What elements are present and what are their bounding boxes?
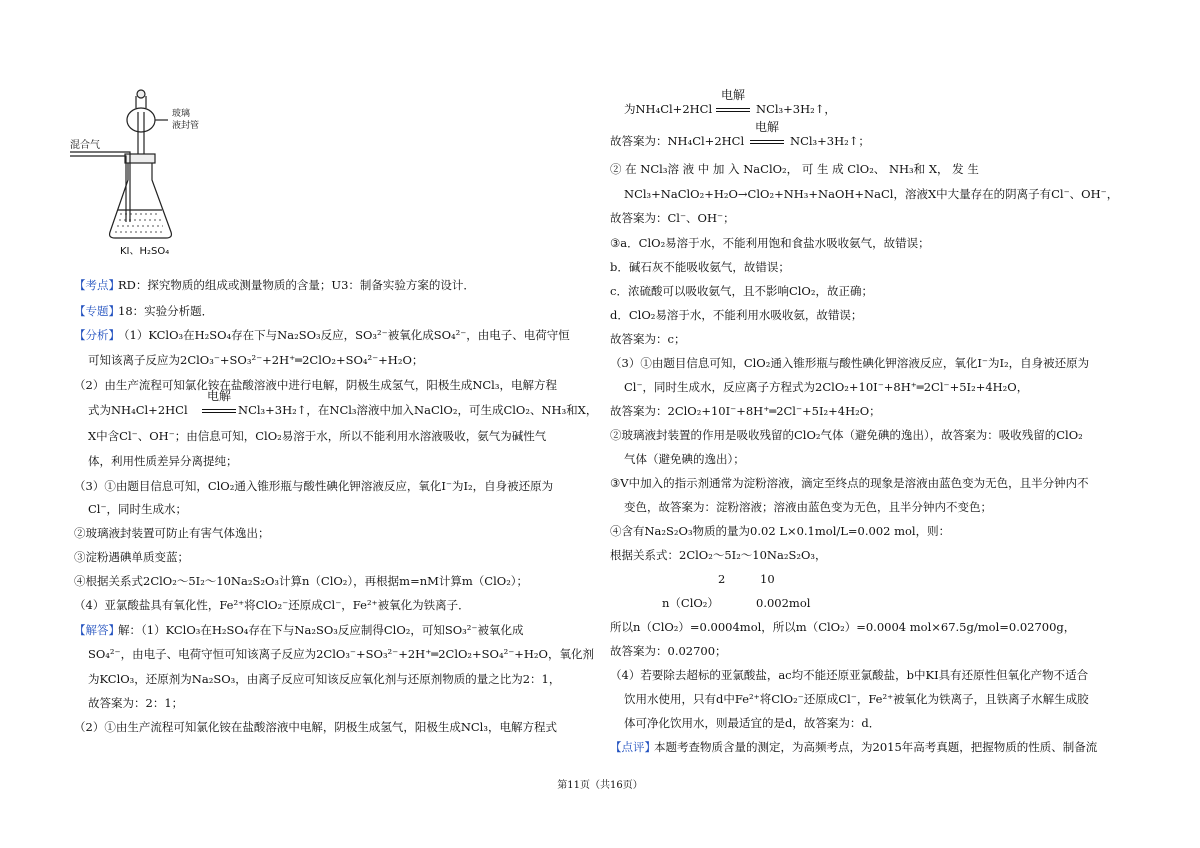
right-text-line: 2	[718, 572, 726, 586]
liquid-label: KI、H₂SO₄	[120, 246, 170, 257]
electrolysis-symbol	[716, 88, 750, 116]
right-text-line: 饮用水使用，只有d中Fe²⁺将ClO₂⁻还原成Cl⁻，Fe²⁺被氧化为铁离子，且铁离子水解生成胶	[624, 692, 1089, 706]
left-text-line: 故答案为：2：1；	[88, 696, 184, 710]
right-text-line: NCl₃+3H₂↑，	[756, 102, 836, 116]
right-text-line: 故答案为：NH₄Cl+2HCl	[610, 134, 745, 148]
left-text-line: 解：（1）KClO₃在H₂SO₄存在下与Na₂SO₃反应制得ClO₂，可知SO₃²⁻被氧化成	[118, 623, 524, 637]
left-text-line: 体，利用性质差异分离提纯；	[88, 454, 238, 468]
right-text-line: ② 在 NCl₃溶 液 中 加 入 NaClO₂， 可 生 成 ClO₂、 NH₃和 X， 发 生	[610, 162, 979, 176]
right-text-line: ④含有Na₂S₂O₃物质的量为0.02 L×0.1mol/L=0.002 mol，则：	[610, 524, 951, 538]
right-text-line: （3）①由题目信息可知，ClO₂通入锥形瓶与酸性碘化钾溶液反应，氧化I⁻为I₂，自身被还原为	[610, 356, 1090, 370]
right-text-line: 气体（避免碘的逸出）；	[624, 452, 745, 466]
left-text-line: RD：探究物质的组成或测量物质的含量；U3：制备实验方案的设计．	[118, 278, 475, 292]
right-text-line: 体可净化饮用水，则最适宜的是d，故答案为：d．	[624, 716, 881, 730]
left-text-line: 【解答】	[74, 623, 120, 637]
right-text-line: 10	[760, 572, 775, 586]
right-text-line: 故答案为：Cl⁻、OH⁻；	[610, 211, 735, 225]
gas-label: 混合气	[70, 140, 100, 151]
tube-label-2: 液封管	[172, 121, 200, 131]
left-text-line: SO₄²⁻，由电子、电荷守恒可知该离子反应为2ClO₃⁻+SO₃²⁻+2H⁺═2ClO₂+SO₄²⁻+H₂O，氧化剂	[88, 647, 594, 661]
right-text-line: NCl₃+3H₂↑；	[790, 134, 870, 148]
left-text-line: （4）亚氯酸盐具有氧化性，Fe²⁺将ClO₂⁻还原成Cl⁻，Fe²⁺被氧化为铁离子．	[74, 598, 470, 612]
electrolysis-label: 电解	[720, 88, 745, 102]
left-text-line: 18：实验分析题．	[118, 304, 214, 318]
right-text-line: ③V中加入的指示剂通常为淀粉溶液，滴定至终点的现象是溶液由蓝色变为无色，且半分钟内不	[610, 476, 1089, 490]
right-text-line: 变色，故答案为：淀粉溶液；溶液由蓝色变为无色，且半分钟内不变色；	[624, 500, 992, 514]
right-text-line: c．浓硫酸可以吸收氨气，且不影响ClO₂，故正确；	[610, 284, 873, 298]
left-text-line: ③淀粉遇碘单质变蓝；	[74, 550, 189, 564]
left-text-line: 为KClO₃，还原剂为Na₂SO₃，由离子反应可知该反应氧化剂与还原剂物质的量之比为2：1，	[88, 672, 561, 686]
right-text-line: NCl₃+NaClO₂+H₂O→ClO₂+NH₃+NaOH+NaCl，溶液X中大量存在的阴离子有Cl⁻、OH⁻，	[624, 187, 1119, 201]
left-text-line: ②玻璃液封装置可防止有害气体逸出；	[74, 526, 270, 540]
right-text-line: （4）若要除去超标的亚氯酸盐，ac均不能还原亚氯酸盐，b中KI具有还原性但氧化产物不适合	[610, 668, 1089, 682]
right-text-line: 所以n（ClO₂）=0.0004mol，所以m（ClO₂）=0.0004 mol×67.5g/mol=0.02700g，	[610, 620, 1076, 634]
apparatus-figure	[70, 82, 260, 262]
left-text-line: ④根据关系式2ClO₂～5I₂～10Na₂S₂O₃计算n（ClO₂），再根据m=nM计算m（ClO₂）；	[74, 574, 529, 588]
electrolysis-symbol	[750, 120, 784, 148]
left-text-line: （3）①由题目信息可知，ClO₂通入锥形瓶与酸性碘化钾溶液反应，氧化I⁻为I₂，自身被还原为	[74, 479, 554, 493]
left-text-line: 【专题】	[74, 304, 120, 318]
left-text-line: 【考点】	[74, 278, 120, 292]
left-text-line: 式为NH₄Cl+2HCl	[88, 403, 188, 417]
left-text-line: X中含Cl⁻、OH⁻；由信息可知，ClO₂易溶于水，所以不能利用水溶液吸收，氨气为碱性气	[88, 429, 547, 443]
right-text-line: Cl⁻，同时生成水，反应离子方程式为2ClO₂+10I⁻+8H⁺═2Cl⁻+5I₂+4H₂O，	[624, 380, 1029, 394]
right-text-line: 故答案为：c；	[610, 332, 686, 346]
tube-label-1: 玻璃	[172, 109, 191, 119]
right-text-line: ③a．ClO₂易溶于水，不能利用饱和食盐水吸收氨气，故错误；	[610, 236, 930, 250]
left-text-line: 【分析】	[74, 328, 120, 342]
right-text-line: b．碱石灰不能吸收氨气，故错误；	[610, 260, 790, 274]
right-text-line: 【点评】	[610, 740, 656, 754]
electrolysis-label: 电解	[754, 120, 779, 134]
right-text-line: 根据关系式：2ClO₂～5I₂～10Na₂S₂O₃，	[610, 548, 827, 562]
right-text-line: d．ClO₂易溶于水，不能利用水吸收氨，故错误；	[610, 308, 863, 322]
right-text-line: 为NH₄Cl+2HCl	[624, 102, 713, 116]
left-text-line: （1）KClO₃在H₂SO₄存在下与Na₂SO₃反应，SO₃²⁻被氧化成SO₄²⁻，由电子、电荷守恒	[118, 328, 570, 342]
right-text-line: 故答案为：2ClO₂+10I⁻+8H⁺═2Cl⁻+5I₂+4H₂O；	[610, 404, 881, 418]
right-text-line: ②玻璃液封装置的作用是吸收残留的ClO₂气体（避免碘的逸出），故答案为：吸收残留的ClO₂	[610, 428, 1083, 442]
left-text-line: 可知该离子反应为2ClO₃⁻+SO₃²⁻+2H⁺═2ClO₂+SO₄²⁻+H₂O；	[88, 353, 424, 367]
right-text-line: 故答案为：0.02700；	[610, 644, 727, 658]
electrolysis-symbol	[202, 389, 236, 417]
left-text-line: NCl₃+3H₂↑，在NCl₃溶液中加入NaClO₂，可生成ClO₂、NH₃和X，	[238, 403, 598, 417]
right-text-line: 本题考查物质含量的测定，为高频考点，为2015年高考真题，把握物质的性质、制备流	[654, 740, 1098, 754]
left-text-line: （2）①由生产流程可知氯化铵在盐酸溶液中电解，阴极生成氢气，阳极生成NCl₃，电解方程式	[74, 720, 557, 734]
right-text-line: n（ClO₂）	[662, 596, 719, 610]
left-text-line: Cl⁻，同时生成水；	[88, 502, 188, 516]
left-text-line: （2）由生产流程可知氯化铵在盐酸溶液中进行电解，阴极生成氢气，阳极生成NCl₃，电解方程	[74, 378, 557, 392]
page-footer: 第11页（共16页）	[557, 780, 643, 791]
electrolysis-label: 电解	[206, 389, 231, 403]
right-text-line: 0.002mol	[756, 596, 811, 610]
